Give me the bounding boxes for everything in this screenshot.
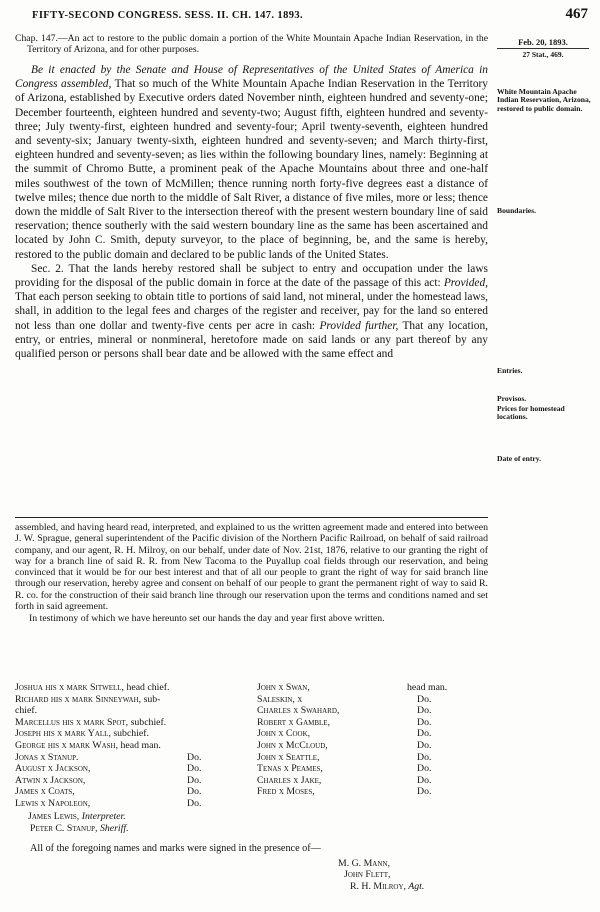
page-number: 467 <box>565 6 588 22</box>
signature-row <box>257 740 487 752</box>
signature-row <box>257 786 487 798</box>
margin-note-prices: Prices for homestead locations. <box>497 404 565 422</box>
margin-date-block <box>497 38 597 60</box>
signer-title: Do. <box>187 786 202 798</box>
signer-title: Do. <box>417 763 432 775</box>
sheriff-line: Peter C. Stanup, Sheriff. <box>30 822 129 834</box>
signer-title: Do. <box>417 786 432 798</box>
interpreter-line: James Lewis, Interpreter. <box>28 811 126 822</box>
signature-row <box>257 775 487 787</box>
signer-title: subchief. <box>110 728 149 740</box>
signature-row <box>257 763 487 775</box>
signature-row <box>15 740 255 752</box>
agreement-text: assembled, and having heard read, interpreted, and explained to us the written agreement made and entered into between J. W. Sprague, general superintendent of the Pacific division of the Northern Pacific Railroad, on behalf of said railroad company, and our agent, R. H. Milroy, on our behalf, under date of Nov. 21st, 1876, relative to our granting the right of way for a branch line of said R. R. from New Tacoma to the Puyallup coal fields through our reservation, and being convinced that it would be for our best interest and that of all our people to grant the right of way for said branch line through our reservation, hereby agree and consent on behalf of our people to grant the permanent right of way to said R. R. co. for the construction of their said branch line through our reservation upon the terms and conditions named and set forth in said agreement. <box>15 522 488 613</box>
signer-name: Tenas x Peames, <box>257 763 323 775</box>
signature-row <box>15 763 255 775</box>
witness-role: Agt. <box>405 880 425 892</box>
margin-note-restore: White Mountain Apache Indian Reservation, Arizona, restored to public domain. <box>497 87 591 113</box>
signatures-left <box>15 682 255 810</box>
signer-name: Robert x Gamble, <box>257 716 331 728</box>
running-head: FIFTY-SECOND CONGRESS. SESS. II. CH. 147. 1893. <box>32 10 304 21</box>
signature-row <box>15 728 255 740</box>
testimony-text: In testimony of which we have hereunto set our hands the day and year first above written. <box>29 613 385 625</box>
signer-title: Do. <box>187 797 202 809</box>
signer-name: Charles x Jake, <box>257 774 322 786</box>
signer-title: Do. <box>417 716 432 728</box>
margin-note-boundaries: Boundaries. <box>497 206 537 215</box>
margin-note-entries: Entries. <box>497 366 523 375</box>
signer-title: Do. <box>417 751 432 763</box>
signer-title: head man. <box>118 739 161 751</box>
signature-row <box>257 728 487 740</box>
signer-title: Do. <box>187 763 202 775</box>
signer-name: August x Jackson, <box>15 763 91 775</box>
witness-line <box>338 869 424 880</box>
section-1-text: That so much of the White Mountain Apache Indian Reservation in the Territory of Arizona, established by Executive orders dated November ninth, eighteen hundred and seventy-one; December fourteenth, eighteen hundred and seventy-two; August fifth, eighteen hundred and seventy-three; July twenty-first, eighteen hundred and seventy-four; April twenty-seventh, eighteen hundred and seventy-six; January twenty-sixth, eighteen hundred and seventy-seven; and March thirty-first, eighteen hundred and seventy-seven; as lies within the following boundary lines, namely: Beginning at the summit of Chromo Butte, a prominent peak of the Apache Mountains about three and one-half miles southwest of the town of McMillen; thence running north forty-five degrees east a distance of twelve miles; thence due north to the middle of Salt River, a distance of five miles, more or less; thence down the middle of Salt River to the intersection thereof with the present western boundary line of said reservation; thence southerly with the said western boundary line as the same has been ascertained and located by John C. Smith, deputy surveyor, to the place of beginning, be, and the same is hereby, restored to the public domain and declared to be public lands of the United States. <box>15 78 488 261</box>
signer-name: Lewis x Napoleon, <box>15 797 91 809</box>
witness-name: R. H. Milroy, <box>350 880 406 892</box>
signer-title: Do. <box>187 751 202 763</box>
enacting-formula: Be it enacted by the Senate and House of Representatives of the United States of America in Congress assembled, <box>15 64 488 91</box>
signature-row <box>257 682 487 694</box>
signature-row <box>15 682 255 694</box>
signature-row <box>15 775 255 787</box>
witnesses <box>338 858 424 892</box>
signer-name: chief. <box>15 705 38 717</box>
signature-row <box>257 717 487 729</box>
signer-name: John x Seattle, <box>257 751 320 763</box>
signature-row <box>257 705 487 717</box>
signature-row <box>15 694 255 706</box>
signer-title: Do. <box>417 774 432 786</box>
signer-name: Joseph his x mark Yall, <box>15 728 111 740</box>
signature-row <box>15 717 255 729</box>
witness-line <box>338 881 424 892</box>
signer-title: Do. <box>417 705 432 717</box>
signer-name: Fred x Moses, <box>257 786 315 798</box>
signer-name: John x Cook, <box>257 728 311 740</box>
section-2: Sec. 2. That the lands hereby restored shall be subject to entry and occupation under the laws providing for the disposal of the public domain in force at the date of the passage of this act: Provided, That each person seeking to obtain title to portions of said land, not mineral, under the homestead laws, shall, in addition to the legal fees and charges of the register and receiver, pay for the land so entered not less than one dollar and twenty-five cents per acre in cash: Provided further, That any location, entry, or entries, mineral or nonmineral, heretofore made on said lands or any part thereof by any qualified person or persons shall bear date and be allowed with the same effect and <box>15 262 489 361</box>
divider-rule <box>15 517 488 518</box>
signer-title: subchief. <box>128 716 167 728</box>
margin-date: Feb. 20, 1893. <box>497 38 589 49</box>
signatures-right <box>257 682 487 798</box>
witness-name: M. G. Mann, <box>338 858 390 869</box>
continued-document <box>15 522 488 625</box>
page-header <box>8 8 592 26</box>
margin-note-date-of-entry: Date of entry. <box>497 454 542 463</box>
signer-name: John x Swan, <box>257 682 310 693</box>
signer-title: head man. <box>407 682 448 693</box>
signer-name: Richard his x mark Sinneywah, <box>15 693 142 705</box>
signer-title: Do. <box>417 693 432 705</box>
signer-title: head chief. <box>124 682 170 693</box>
margin-stat-cite: 27 Stat., 469. <box>522 50 564 60</box>
main-text <box>15 33 488 361</box>
signature-row <box>15 798 255 810</box>
signer-name: Atwin x Jackson, <box>15 774 86 786</box>
signer-name: Jonas x Stanup. <box>15 751 79 763</box>
signer-name: John x McCloud, <box>257 739 328 751</box>
presence-statement: All of the foregoing names and marks were signed in the presence of— <box>30 843 321 854</box>
signature-row <box>257 694 487 706</box>
signer-title: sub- <box>141 693 161 705</box>
signer-title: Do. <box>187 774 202 786</box>
chapter-title: Chap. 147.—An act to restore to the public domain a portion of the White Mountain Apache Indian Reservation, in the Territory of Arizona, and for other purposes. <box>15 33 488 55</box>
enacting-clause <box>15 63 488 262</box>
signer-name: Joshua his x mark Sitwell, <box>15 682 125 693</box>
signer-name: Charles x Swahard, <box>257 705 340 717</box>
signature-row <box>15 705 255 717</box>
witness-line <box>338 858 424 869</box>
signature-row <box>15 786 255 798</box>
officials <box>28 811 129 834</box>
signer-title: Do. <box>417 739 432 751</box>
signer-name: Marcellus his x mark Spot, <box>15 716 129 728</box>
signature-row <box>15 752 255 764</box>
signer-name: George his x mark Wash, <box>15 739 119 751</box>
witness-name: John Flett, <box>344 869 391 881</box>
signer-name: James x Coats, <box>15 786 75 798</box>
signer-title: Do. <box>417 728 432 740</box>
margin-note-provisos: Provisos. <box>497 394 527 403</box>
signature-row <box>257 752 487 764</box>
signer-name: Saleskin, x <box>257 693 303 705</box>
